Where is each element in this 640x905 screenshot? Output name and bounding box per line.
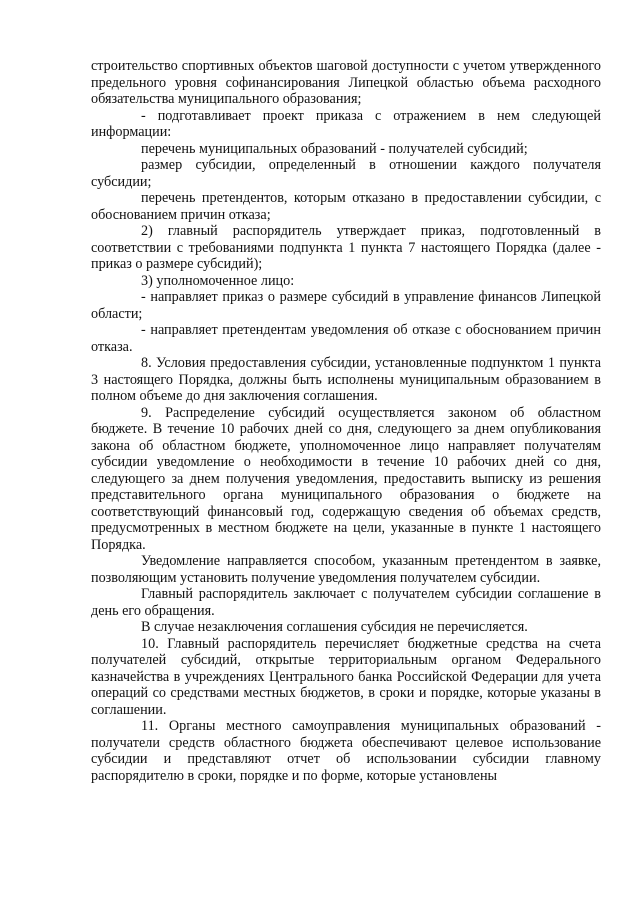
paragraph: перечень муниципальных образований - получателей субсидий;: [141, 140, 528, 157]
paragraph: 10. Главный распорядитель перечисляет бюджетные средства на счета получателей субсидий, открытые территориальным органом Федерального казначейства в учреждениях Центрального банка Российской Федерации для учета операций со средствами местных бюджетов, в сроки и порядке, которые указаны в соглашении.: [91, 635, 601, 718]
paragraph: строительство спортивных объектов шаговой доступности с учетом утвержденного предельного уровня софинансирования Липецкой областью объема расходного обязательства муниципального образования;: [91, 58, 601, 107]
document-page: [91, 58, 601, 784]
paragraph: 2) главный распорядитель утверждает приказ, подготовленный в соответствии с требованиями подпункта 1 пункта 7 настоящего Порядка (далее - приказ о размере субсидий);: [91, 223, 601, 272]
paragraph: перечень претендентов, которым отказано в предоставлении субсидии, с обоснованием причин отказа;: [91, 190, 601, 223]
paragraph: 9. Распределение субсидий осуществляется законом об областном бюджете. В течение 10 рабочих дней со дня, следующего за днем опубликования закона об областном бюджете, уполномоченное лицо направляет получателям субсидии уведомление о необходимости в течение 10 рабочих дней со дня, следующего за днем получения уведомления, предоставить выписку из решения представительного органа муниципального образования о бюджете на соответствующий финансовый год, содержащую сведения об объемах средств, предусмотренных в местном бюджете на цели, указанные в пункте 1 настоящего Порядка.: [91, 404, 601, 553]
paragraph: Главный распорядитель заключает с получателем субсидии соглашение в день его обращения.: [91, 586, 601, 619]
paragraph: В случае незаключения соглашения субсидия не перечисляется.: [141, 619, 528, 635]
paragraph: - подготавливает проект приказа с отражением в нем следующей информации:: [91, 107, 601, 140]
paragraph: 11. Органы местного самоуправления муниципальных образований - получатели средств областного бюджета обеспечивают целевое использование субсидии и представляют отчет об использовании субсидии главному распорядителю в сроки, порядке и по форме, которые установлены: [91, 718, 601, 784]
paragraph: 3) уполномоченное лицо:: [141, 272, 295, 289]
paragraph: 8. Условия предоставления субсидии, установленные подпунктом 1 пункта 3 настоящего Порядка, должны быть исполнены муниципальным образованием в полном объеме до дня заключения соглашения.: [91, 355, 601, 404]
paragraph: Уведомление направляется способом, указанным претендентом в заявке, позволяющим установить получение уведомления получателем субсидии.: [91, 553, 601, 586]
paragraph: - направляет претендентам уведомления об отказе с обоснованием причин отказа.: [91, 322, 601, 355]
paragraph: - направляет приказ о размере субсидий в управление финансов Липецкой области;: [91, 289, 601, 322]
paragraph: размер субсидии, определенный в отношении каждого получателя субсидии;: [91, 157, 601, 190]
